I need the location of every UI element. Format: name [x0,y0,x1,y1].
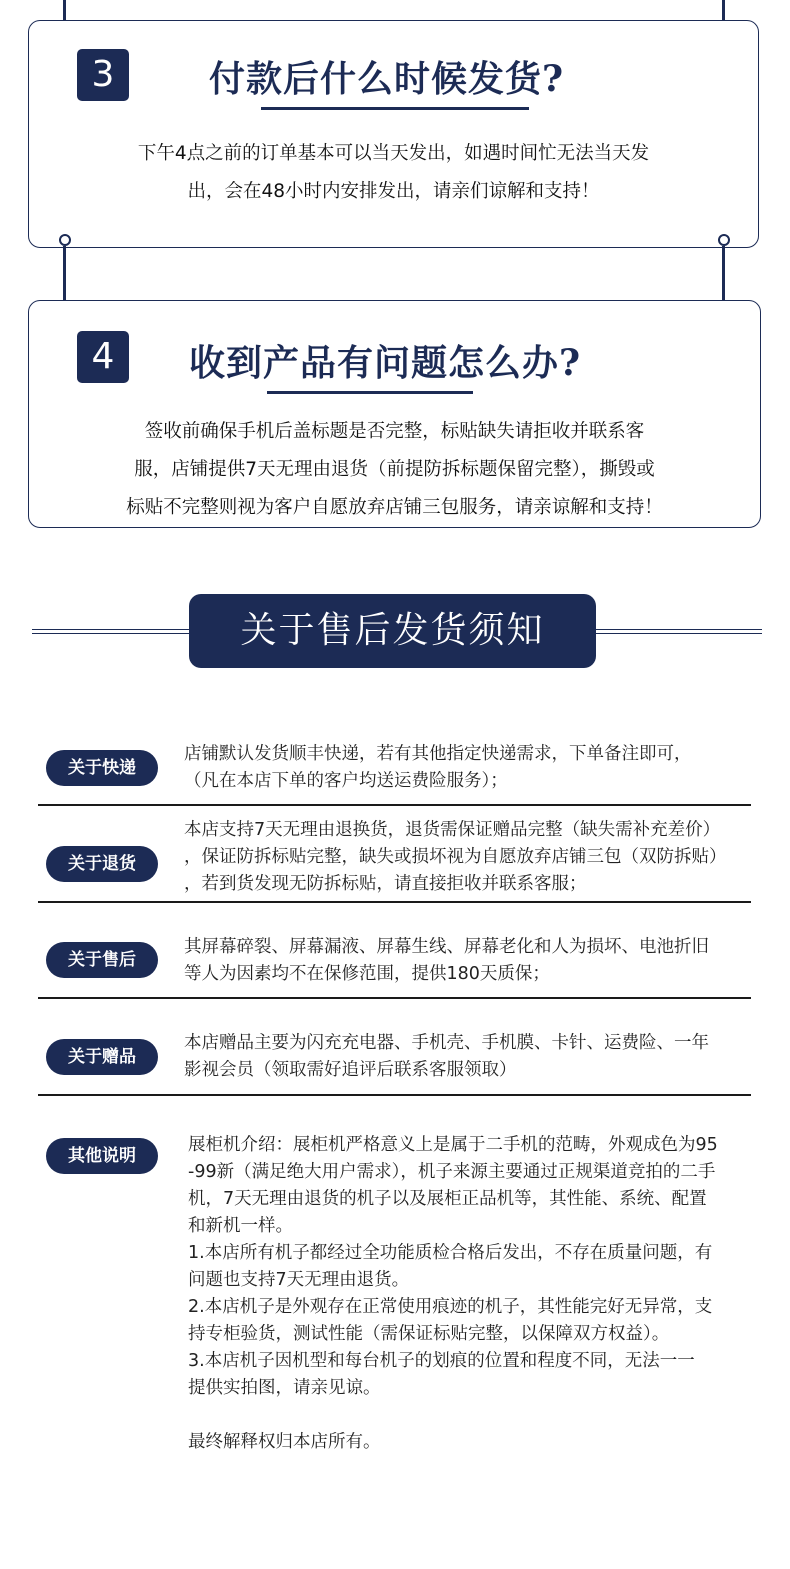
section-heading: 关于售后发货须知 [189,594,596,668]
row-text-returns [184,817,727,898]
faq-title: 付款后什么时候发货? [209,58,565,100]
row-divider [38,901,751,903]
row-text-line: 本店赠品主要为闪充充电器、手机壳、手机膜、卡针、运费险、一年 [184,1033,709,1053]
row-label-other: 其他说明 [46,1138,158,1174]
row-text-line: 本店支持7天无理由退换货，退货需保证赠品完整（缺失需补充差价） [184,820,721,840]
row-text-line: （凡在本店下单的客户均送运费险服务）； [184,771,508,791]
faq-card-4 [28,300,761,528]
faq-title: 收到产品有问题怎么办? [189,342,582,384]
row-text-line: ，保证防拆标贴完整，缺失或损坏视为自愿放弃店铺三包（双防拆贴） [184,847,727,867]
chain-ring [718,234,730,246]
row-divider [38,804,751,806]
row-divider [38,1094,751,1096]
row-text-line: 其屏幕碎裂、屏幕漏液、屏幕生线、屏幕老化和人为损坏、电池折旧 [184,937,709,957]
chain-link [722,0,725,22]
notes-line: 和新机一样。 [188,1216,293,1236]
row-text-express [184,741,692,795]
chain-link [722,246,725,302]
chain-ring [59,234,71,246]
faq-number-badge: 3 [77,49,129,101]
row-divider [38,997,751,999]
row-label-express: 关于快递 [46,750,158,786]
other-notes [188,1132,718,1456]
row-text-line: 店铺默认发货顺丰快递，若有其他指定快递需求，下单备注即可， [184,744,692,764]
notes-line: 1.本店所有机子都经过全功能质检合格后发出，不存在质量问题，有 [188,1243,713,1263]
notes-spacer [188,1402,718,1429]
faq-card-3 [28,20,759,248]
row-text-line: 影视会员（领取需好追评后联系客服领取） [184,1060,517,1080]
row-text-line: ，若到货发现无防拆标贴，请直接拒收并联系客服； [184,874,587,894]
faq-number-badge: 4 [77,331,129,383]
faq-answer-line: 出，会在48小时内安排发出，请亲们谅解和支持！ [187,181,600,202]
row-label-gifts: 关于赠品 [46,1039,158,1075]
heading-rule-right [594,629,762,634]
faq-answer-line: 签收前确保手机后盖标题是否完整，标贴缺失请拒收并联系客 [144,421,645,442]
notes-line: 提供实拍图，请亲见谅。 [188,1378,381,1398]
faq-answer [29,413,760,527]
heading-rule-left [32,629,192,634]
row-text-line: 等人为因素均不在保修范围，提供180天质保； [184,964,550,984]
chain-link [63,0,66,22]
notes-line: 机，7天无理由退货的机子以及展柜正品机等，其性能、系统、配置 [188,1189,707,1209]
notes-line: 持专柜验货，测试性能（需保证标贴完整，以保障双方权益）。 [188,1324,670,1344]
chain-link [63,246,66,302]
notes-line: 问题也支持7天无理由退货。 [188,1270,410,1290]
row-label-aftersales: 关于售后 [46,942,158,978]
row-text-aftersales [184,934,709,988]
notes-line: -99新（满足绝大用户需求），机子来源主要通过正规渠道竞拍的二手 [188,1162,716,1182]
faq-title-underline [267,391,473,394]
faq-answer [29,135,758,211]
notes-line: 展柜机介绍：展柜机严格意义上是属于二手机的范畴，外观成色为95 [188,1135,718,1155]
notes-line: 2.本店机子是外观存在正常使用痕迹的机子，其性能完好无异常，支 [188,1297,713,1317]
notes-line: 3.本店机子因机型和每台机子的划痕的位置和程度不同，无法一一 [188,1351,695,1371]
row-label-returns: 关于退货 [46,846,158,882]
faq-title-underline [261,107,529,110]
faq-answer-line: 服，店铺提供7天无理由退货（前提防拆标题保留完整），撕毁或 [134,459,655,480]
faq-answer-line: 下午4点之前的订单基本可以当天发出，如遇时间忙无法当天发 [137,143,650,164]
row-text-gifts [184,1030,709,1084]
notes-line: 最终解释权归本店所有。 [188,1432,381,1452]
faq-answer-line: 标贴不完整则视为客户自愿放弃店铺三包服务，请亲谅解和支持！ [126,497,663,518]
